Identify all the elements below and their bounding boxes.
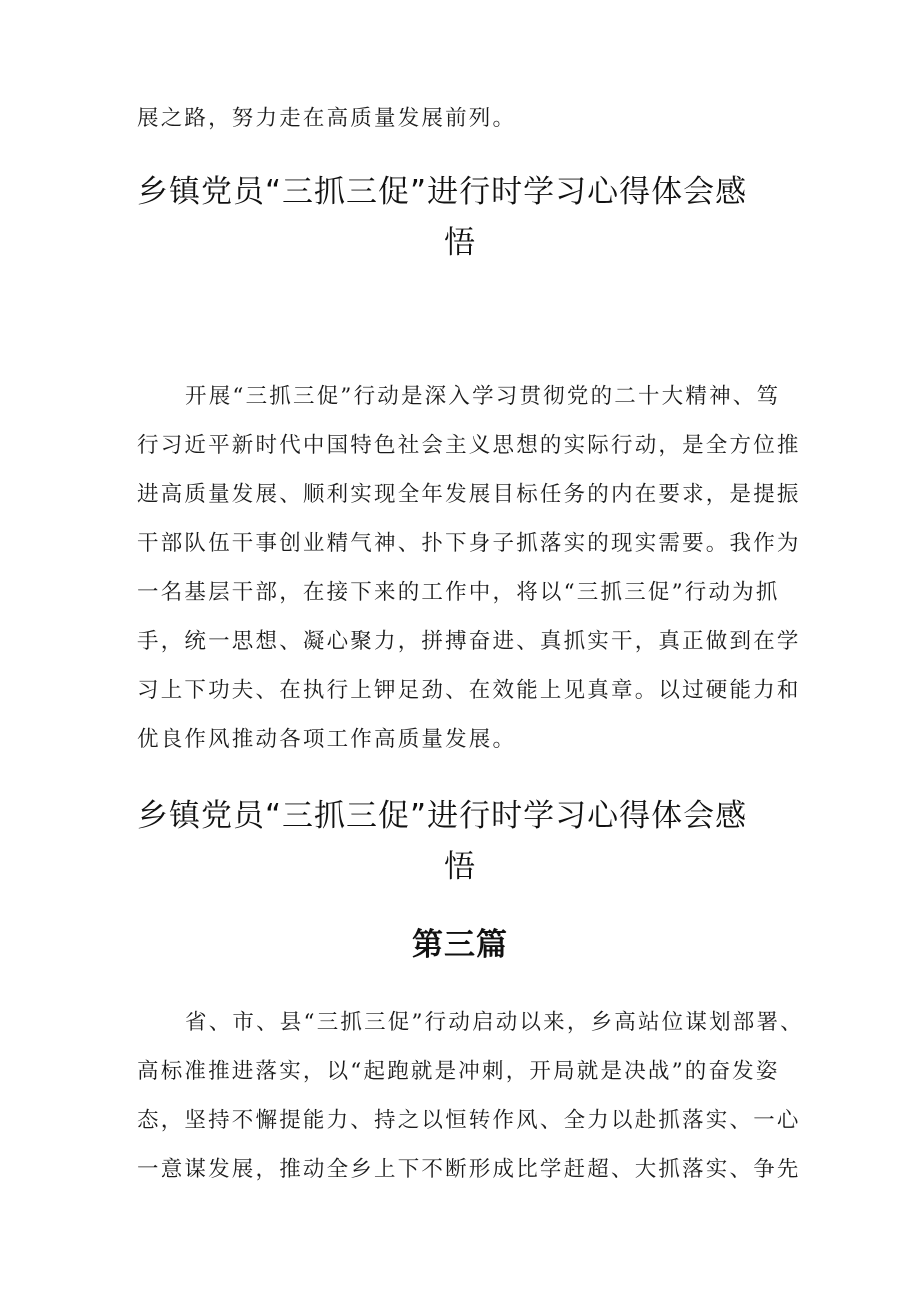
section1-paragraph-line: 进高质量发展、顺利实现全年发展目标任务的内在要求，是提振: [137, 482, 801, 507]
section2-title-line2: 悟: [444, 849, 476, 885]
section2-paragraph-line: 态，坚持不懈提能力、持之以恒转作风、全力以赴抓落实、一心: [137, 1108, 801, 1133]
part-label: 第三篇: [412, 927, 508, 963]
section2-paragraph-line: 高标准推进落实，以“起跑就是冲刺，开局就是决战”的奋发姿: [137, 1059, 780, 1084]
section1-paragraph-line: 优良作风推动各项工作高质量发展。: [137, 727, 517, 752]
section2-paragraph-line: 一意谋发展，推动全乡上下不断形成比学赶超、大抓落实、争先: [137, 1157, 801, 1182]
section1-paragraph-line: 手，统一思想、凝心聚力，拼搏奋进、真抓实干，真正做到在学: [137, 629, 801, 654]
section1-paragraph-line: 行习近平新时代中国特色社会主义思想的实际行动，是全方位推: [137, 433, 801, 458]
section1-paragraph-line: 一名基层干部，在接下来的工作中，将以“三抓三促”行动为抓: [137, 580, 780, 605]
section2-paragraph-line: 省、市、县“三抓三促”行动启动以来，乡高站位谋划部署、: [185, 1010, 804, 1035]
section1-title-line1: 乡镇党员“三抓三促”进行时学习心得体会感: [137, 174, 748, 210]
section1-paragraph-line: 习上下功夫、在执行上钾足劲、在效能上见真章。以过硬能力和: [137, 678, 801, 703]
intro-tail-line: 展之路，努力走在高质量发展前列。: [137, 106, 517, 131]
section1-title-line2: 悟: [444, 225, 476, 261]
section1-paragraph-line: 开展“三抓三促”行动是深入学习贯彻党的二十大精神、笃: [185, 384, 781, 409]
section2-title-line1: 乡镇党员“三抓三促”进行时学习心得体会感: [137, 798, 748, 834]
section1-paragraph-line: 干部队伍干事创业精气神、扑下身子抓落实的现实需要。我作为: [137, 531, 801, 556]
